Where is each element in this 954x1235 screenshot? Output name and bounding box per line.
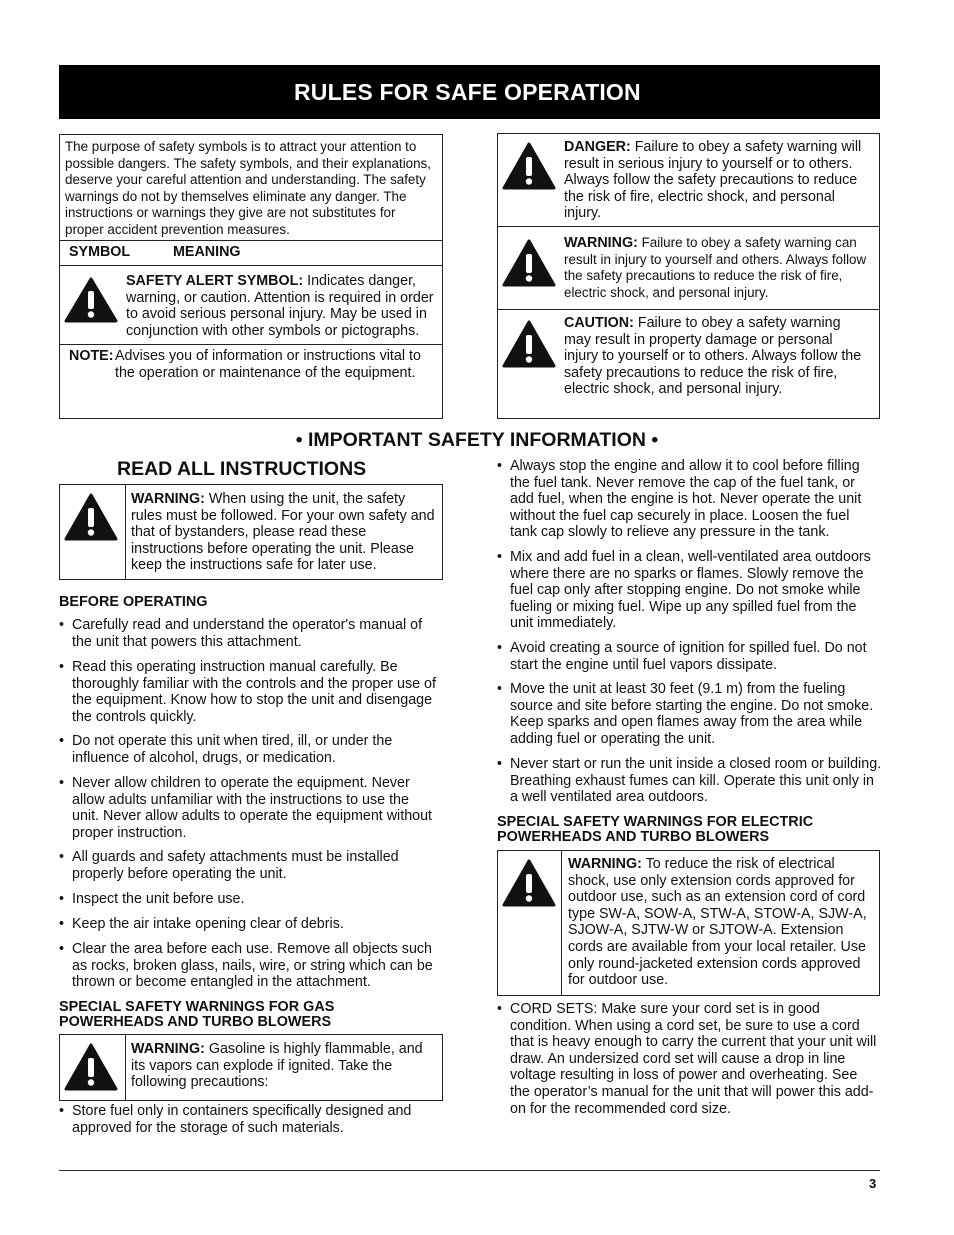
- bullet: •: [497, 549, 503, 565]
- warning-triangle-icon: [64, 493, 118, 546]
- danger-desc: Failure to obey a safety warning will result in serious injury to yourself or to others. Always follow the safety precautions to reduce the risk of fire, electric shock, and personal injury.: [564, 139, 862, 222]
- electric-warning-text: [568, 856, 874, 989]
- alert-symbol-text: [126, 273, 436, 339]
- divider: [561, 850, 562, 996]
- bullet: •: [59, 1103, 65, 1119]
- bullet: •: [497, 640, 503, 656]
- divider: [497, 226, 880, 227]
- bullet: •: [59, 617, 65, 633]
- read-warning-label: WARNING:: [131, 491, 205, 507]
- list-item-text: Always stop the engine and allow it to cool before filling the fuel tank. Never remove the cap of the fuel tank, or add fuel, when the engine is hot. Never operate the unit without the fuel cap securely in place. Loosen the fuel tank cap slowly to relieve any pressure in the tank.: [510, 458, 862, 541]
- gas-warning-text: [131, 1041, 439, 1091]
- bullet: •: [497, 756, 503, 772]
- danger-triangle-icon: [502, 142, 556, 195]
- list-item-text: Carefully read and understand the operator's manual of the unit that powers this attachment.: [72, 617, 423, 650]
- list-item-text: Move the unit at least 30 feet (9.1 m) from the fueling source and site before starting the engine. Do not smoke. Keep sparks and open flames away from the area while adding fuel or operating the unit.: [510, 681, 874, 747]
- intro-paragraph: The purpose of safety symbols is to attract your attention to possible dangers. The safety symbols, and their explanations, deserve your careful attention and understanding. The safety warnings do not by themselves eliminate any danger. The instructions or warnings they give are not substitutes for proper accident prevention measures.: [65, 139, 431, 237]
- bullet: •: [497, 681, 503, 697]
- list-item-text: Read this operating instruction manual carefully. Be thoroughly familiar with the controls and the proper use of the equipment. Know how to stop the unit and disengage the controls quickly.: [72, 659, 436, 725]
- bullet: •: [59, 941, 65, 957]
- list-item-text: Store fuel only in containers specifically designed and approved for the storage of such materials.: [72, 1103, 412, 1136]
- warning-level-label: WARNING:: [564, 235, 638, 251]
- warning-triangle-icon: [64, 277, 118, 328]
- meaning-column-header: MEANING: [173, 244, 241, 260]
- bullet: •: [59, 659, 65, 675]
- divider: [125, 1034, 126, 1101]
- caution-label: CAUTION:: [564, 315, 634, 331]
- before-operating-heading: BEFORE OPERATING: [59, 594, 208, 610]
- electric-warnings-heading: SPECIAL SAFETY WARNINGS FOR ELECTRIC POWERHEADS AND TURBO BLOWERS: [497, 814, 814, 845]
- alert-symbol-label: SAFETY ALERT SYMBOL:: [126, 273, 304, 289]
- note-label: NOTE:: [69, 348, 114, 364]
- list-item-text: Clear the area before each use. Remove all objects such as rocks, broken glass, nails, wire, or string which can be thrown or become entangled in the attachment.: [72, 941, 433, 991]
- caution-desc: Failure to obey a safety warning may result in property damage or personal injury to yourself or to others. Always follow the safety precautions to reduce the risk of fire, electric shock, and personal injury.: [564, 315, 862, 398]
- warning-triangle-icon: [64, 1043, 118, 1096]
- legend-header: [69, 244, 241, 261]
- electric-warning-label: WARNING:: [568, 856, 642, 872]
- warning-level-desc: Failure to obey a safety warning can result in injury to yourself and others. Always follow the safety precautions to reduce the risk of fire, electric shock, and personal injury.: [564, 235, 867, 300]
- list-item-text: Inspect the unit before use.: [72, 891, 245, 907]
- divider: [497, 309, 880, 310]
- title-banner: [59, 65, 880, 119]
- bullet: •: [59, 775, 65, 791]
- list-item-text: CORD SETS: Make sure your cord set is in good condition. When using a cord set, be sure to use a cord that is heavy enough to carry the current that your unit will draw. An undersized cord set will cause a drop in line voltage resulting in loss of power and overheating. See the operator’s manual for the unit that will power this add-on for the recommended cord size.: [510, 1001, 877, 1117]
- divider: [125, 484, 126, 580]
- footer-rule: [59, 1170, 880, 1171]
- bullet: •: [497, 1001, 503, 1017]
- warning-triangle-icon: [502, 859, 556, 912]
- danger-label: DANGER:: [564, 139, 631, 155]
- bullet: •: [59, 849, 65, 865]
- divider: [59, 265, 443, 266]
- bullet: •: [59, 733, 65, 749]
- caution-triangle-icon: [502, 320, 556, 373]
- gas-warnings-heading: SPECIAL SAFETY WARNINGS FOR GAS POWERHEADS AND TURBO BLOWERS: [59, 999, 335, 1030]
- divider: [59, 240, 443, 241]
- list-item-text: Do not operate this unit when tired, ill, or under the influence of alcohol, drugs, or medication.: [72, 733, 393, 766]
- electric-warning-desc: To reduce the risk of electrical shock, use only extension cords approved for outdoor use, such as an extension cord of cord type SW-A, SOW-A, STW-A, STOW-A, SJW-A, SJOW-A, SJTW-W or SJTOW-A. Extension cords are available from your local retailer. Use only round-jacketed extension cords approved for outdoor use.: [568, 856, 867, 989]
- caution-text: [564, 315, 862, 398]
- list-item-text: Never start or run the unit inside a closed room or building. Breathing exhaust fumes can kill. Operate this unit only in a well ventilated area outdoors.: [510, 756, 882, 806]
- note-text: Advises you of information or instructions vital to the operation or maintenance of the equipment.: [115, 348, 421, 381]
- symbol-column-header: SYMBOL: [69, 244, 131, 260]
- page-title: RULES FOR SAFE OPERATION: [294, 79, 641, 105]
- page-number: 3: [869, 1176, 877, 1191]
- list-item-text: Keep the air intake opening clear of debris.: [72, 916, 344, 932]
- bullet: •: [59, 891, 65, 907]
- alert-symbol-desc: Indicates danger, warning, or caution. Attention is required in order to avoid serious personal injury. May be used in conjunction with other symbols or pictographs.: [126, 273, 434, 339]
- danger-text: [564, 139, 864, 222]
- divider: [59, 344, 443, 345]
- bullet: •: [497, 458, 503, 474]
- list-item-text: Avoid creating a source of ignition for spilled fuel. Do not start the engine until fuel vapors dissipate.: [510, 640, 867, 673]
- read-all-heading: READ ALL INSTRUCTIONS: [117, 458, 367, 480]
- important-safety-heading: • IMPORTANT SAFETY INFORMATION •: [295, 429, 659, 451]
- gas-warning-label: WARNING:: [131, 1041, 205, 1057]
- list-item-text: All guards and safety attachments must be installed properly before operating the unit.: [72, 849, 399, 882]
- read-warning-desc: When using the unit, the safety rules must be followed. For your own safety and that of bystanders, please read these instructions before operating the unit. Please keep the instructions safe for later use.: [131, 491, 435, 574]
- list-item-text: Mix and add fuel in a clean, well-ventilated area outdoors where there are no sparks or flames. Slowly remove the fuel cap only after stopping engine. Do not smoke while fueling or mixing fuel. Wipe up any spilled fuel from the unit immediately.: [510, 549, 871, 632]
- read-warning-text: [131, 491, 436, 574]
- warning-triangle-icon: [502, 239, 556, 292]
- bullet: •: [59, 916, 65, 932]
- gas-warning-desc: Gasoline is highly flammable, and its vapors can explode if ignited. Take the following precautions:: [131, 1041, 423, 1091]
- list-item-text: Never allow children to operate the equipment. Never allow adults unfamiliar with the instructions to use the unit. Never allow adults to operate the equipment without proper instruction.: [72, 775, 433, 841]
- warning-level-text: [564, 235, 870, 301]
